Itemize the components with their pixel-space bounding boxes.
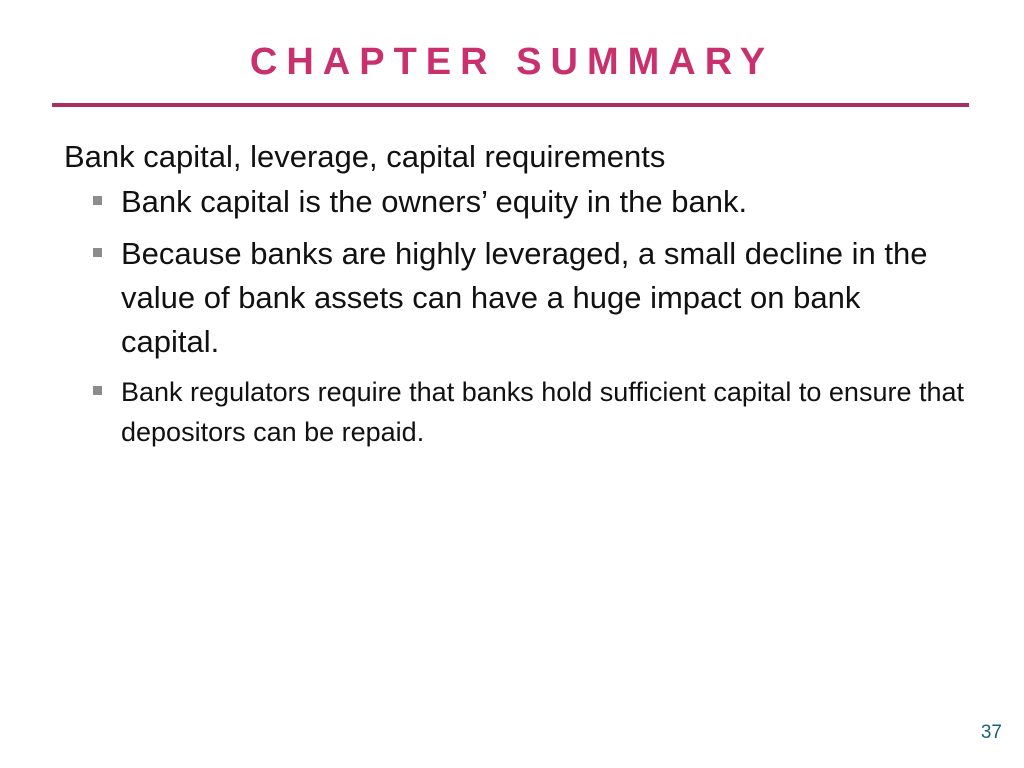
square-bullet-icon — [93, 386, 102, 395]
slide-title: CHAPTER SUMMARY — [249, 41, 775, 83]
bullet-text: Because banks are highly leveraged, a small decline in the value of bank assets can have a huge impact on bank capital. — [121, 236, 928, 359]
bullet-item — [64, 180, 964, 224]
bullet-text: Bank capital is the owners’ equity in the bank. — [121, 184, 748, 219]
title-divider — [52, 103, 969, 107]
bullet-text: Bank regulators require that banks hold sufficient capital to ensure that depositors can be repaid. — [121, 377, 965, 447]
bullet-list — [64, 180, 964, 452]
page-number: 37 — [980, 722, 1002, 743]
square-bullet-icon — [93, 196, 102, 205]
bullet-item — [64, 232, 964, 364]
square-bullet-icon — [93, 248, 102, 257]
bullet-item — [64, 372, 964, 452]
slide-content — [64, 136, 964, 462]
section-heading: Bank capital, leverage, capital requirements — [64, 139, 666, 174]
